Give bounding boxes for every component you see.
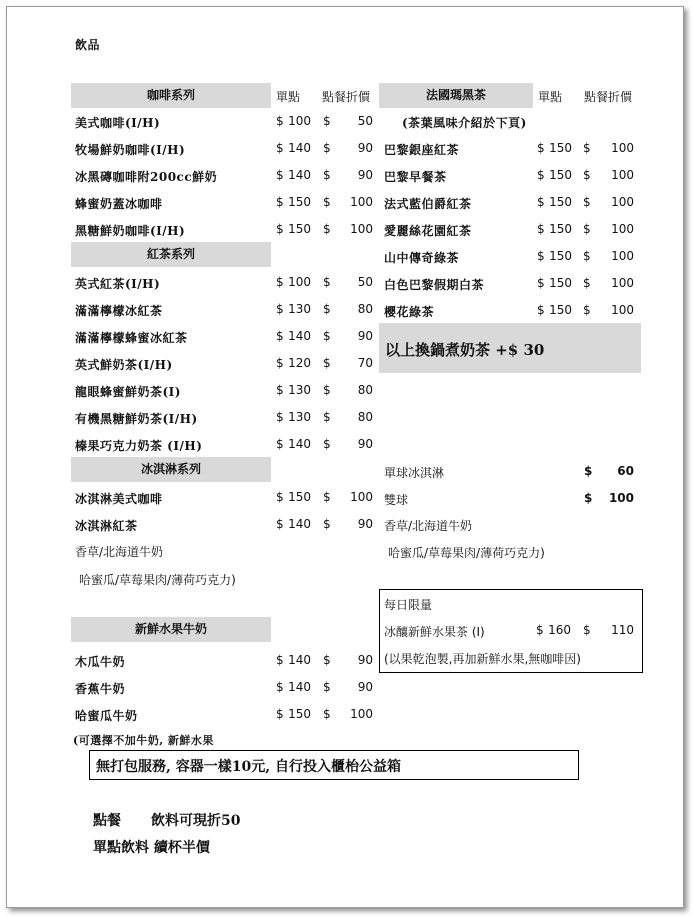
coffee-col-single-label: 單點 xyxy=(276,90,301,104)
single-price: 130 xyxy=(288,383,311,397)
menu-item-name: 巴黎早餐茶 xyxy=(384,170,447,184)
menu-item-name: 滿滿檸檬蜂蜜冰紅茶 xyxy=(75,331,188,345)
menu-item-name: 木瓜牛奶 xyxy=(75,655,126,669)
single-price: 150 xyxy=(549,195,572,209)
menu-item-name: 雙球 xyxy=(384,493,409,507)
currency-symbol: $ xyxy=(276,168,284,182)
currency-symbol: $ xyxy=(323,302,331,316)
currency-symbol: $ xyxy=(323,653,331,667)
meal-price: 80 xyxy=(357,383,373,397)
menu-item-name: 法式藍伯爵紅茶 xyxy=(384,197,472,211)
french-tea-col-single-label: 單點 xyxy=(538,90,563,104)
currency-symbol: $ xyxy=(276,356,284,370)
ice-cream-section-header: 冰淇淋系列 xyxy=(71,457,271,482)
single-price: 140 xyxy=(288,141,311,155)
currency-symbol: $ xyxy=(537,303,545,317)
meal-price: 90 xyxy=(357,168,373,182)
single-price: 120 xyxy=(288,356,311,370)
single-price: 140 xyxy=(288,168,311,182)
meal-price: 110 xyxy=(611,623,634,637)
currency-symbol: $ xyxy=(276,222,284,236)
service-notice-text: 無打包服務, 容器一樣10元, 自行投入櫃枱公益箱 xyxy=(96,759,401,775)
currency-symbol: $ xyxy=(323,410,331,424)
single-price: 150 xyxy=(288,707,311,721)
currency-symbol: $ xyxy=(323,383,331,397)
currency-symbol: $ xyxy=(537,168,545,182)
meal-price: 100 xyxy=(611,249,634,263)
french-tea-section-header: 法國瑪黑茶 xyxy=(379,83,533,108)
single-price: 140 xyxy=(288,653,311,667)
single-price: 150 xyxy=(549,249,572,263)
single-price: 150 xyxy=(549,222,572,236)
menu-page xyxy=(6,6,684,908)
currency-symbol: $ xyxy=(583,141,591,155)
meal-price: 80 xyxy=(357,302,373,316)
meal-price: 90 xyxy=(357,680,373,694)
currency-symbol: $ xyxy=(323,222,331,236)
meal-price: 90 xyxy=(357,517,373,531)
menu-item-name: 單球冰淇淋 xyxy=(384,466,445,480)
ice-cream-flavors-line2: 哈蜜瓜/草莓果肉/薄荷巧克力) xyxy=(79,573,236,587)
currency-symbol: $ xyxy=(583,623,591,637)
footer-refill-text: 單點飲料 續杯半價 xyxy=(93,840,210,856)
currency-symbol: $ xyxy=(323,329,331,343)
currency-symbol: $ xyxy=(276,653,284,667)
menu-item-name: 愛麗絲花園紅茶 xyxy=(384,224,472,238)
currency-symbol: $ xyxy=(537,276,545,290)
meal-price: 50 xyxy=(357,275,373,289)
menu-item-name: 巴黎銀座紅茶 xyxy=(384,143,460,157)
currency-symbol: $ xyxy=(323,356,331,370)
daily-limited-box xyxy=(379,589,643,673)
currency-symbol: $ xyxy=(584,491,593,505)
meal-price: 100 xyxy=(350,222,373,236)
upgrade-banner xyxy=(379,323,641,373)
single-price: 100 xyxy=(288,114,311,128)
menu-item-name: 山中傳奇綠茶 xyxy=(384,251,460,265)
currency-symbol: $ xyxy=(323,195,331,209)
currency-symbol: $ xyxy=(323,275,331,289)
meal-price: 100 xyxy=(611,222,634,236)
single-price: 100 xyxy=(288,275,311,289)
currency-symbol: $ xyxy=(583,249,591,263)
currency-symbol: $ xyxy=(276,195,284,209)
currency-symbol: $ xyxy=(583,303,591,317)
single-price: 140 xyxy=(288,437,311,451)
menu-item-name: 冰淇淋美式咖啡 xyxy=(75,492,163,506)
currency-symbol: $ xyxy=(323,680,331,694)
currency-symbol: $ xyxy=(583,222,591,236)
single-price: 130 xyxy=(288,302,311,316)
currency-symbol: $ xyxy=(537,195,545,209)
single-price: 150 xyxy=(288,222,311,236)
menu-item-name: 龍眼蜂蜜鮮奶茶(I) xyxy=(75,385,181,399)
menu-item-name: 白色巴黎假期白茶 xyxy=(384,278,485,292)
service-notice-box xyxy=(89,750,579,780)
currency-symbol: $ xyxy=(323,437,331,451)
menu-item-name: 美式咖啡(I/H) xyxy=(75,116,161,130)
currency-symbol: $ xyxy=(584,464,593,478)
price: 60 xyxy=(617,464,634,478)
currency-symbol: $ xyxy=(537,141,545,155)
currency-symbol: $ xyxy=(276,490,284,504)
currency-symbol: $ xyxy=(276,275,284,289)
scoops-flavors-line1: 香草/北海道牛奶 xyxy=(384,519,473,533)
menu-item-name: 櫻花綠茶 xyxy=(384,305,435,319)
currency-symbol: $ xyxy=(537,249,545,263)
currency-symbol: $ xyxy=(276,410,284,424)
fruit-milk-section-header: 新鮮水果牛奶 xyxy=(71,617,271,642)
meal-price: 90 xyxy=(357,437,373,451)
meal-price: 50 xyxy=(357,114,373,128)
meal-price: 100 xyxy=(611,276,634,290)
currency-symbol: $ xyxy=(583,276,591,290)
daily-limited-note: (以果乾泡製,再加新鮮水果,無咖啡因) xyxy=(384,652,581,666)
menu-item-name: 有機黑糖鮮奶茶(I/H) xyxy=(75,412,198,426)
meal-price: 100 xyxy=(350,490,373,504)
single-price: 160 xyxy=(548,623,571,637)
single-price: 150 xyxy=(549,303,572,317)
single-price: 150 xyxy=(549,168,572,182)
menu-item-name: 冰釀新鮮水果茶 (I) xyxy=(384,625,485,639)
menu-item-name: 蜂蜜奶蓋冰咖啡 xyxy=(75,197,163,211)
currency-symbol: $ xyxy=(323,517,331,531)
currency-symbol: $ xyxy=(276,680,284,694)
single-price: 140 xyxy=(288,517,311,531)
single-price: 150 xyxy=(549,276,572,290)
fruit-milk-note: (可選擇不加牛奶, 新鮮水果 xyxy=(73,734,214,747)
meal-price: 90 xyxy=(357,141,373,155)
meal-price: 100 xyxy=(611,168,634,182)
single-price: 140 xyxy=(288,329,311,343)
black-tea-section-header: 紅茶系列 xyxy=(71,242,271,267)
currency-symbol: $ xyxy=(276,383,284,397)
menu-item-name: 英式鮮奶茶(I/H) xyxy=(75,358,173,372)
menu-item-name: 榛果巧克力奶茶 (I/H) xyxy=(75,439,203,453)
menu-item-name: 哈蜜瓜牛奶 xyxy=(75,709,138,723)
currency-symbol: $ xyxy=(537,222,545,236)
currency-symbol: $ xyxy=(276,707,284,721)
single-price: 140 xyxy=(288,680,311,694)
currency-symbol: $ xyxy=(276,141,284,155)
scoops-flavors-line2: 哈蜜瓜/草莓果肉/薄荷巧克力) xyxy=(388,546,545,560)
menu-item-name: 滿滿檸檬冰紅茶 xyxy=(75,304,163,318)
currency-symbol: $ xyxy=(276,329,284,343)
currency-symbol: $ xyxy=(323,707,331,721)
coffee-col-meal-label: 點餐折價 xyxy=(322,90,371,104)
currency-symbol: $ xyxy=(276,302,284,316)
meal-price: 100 xyxy=(611,195,634,209)
meal-price: 100 xyxy=(611,303,634,317)
single-price: 150 xyxy=(549,141,572,155)
single-price: 150 xyxy=(288,490,311,504)
currency-symbol: $ xyxy=(323,168,331,182)
meal-price: 90 xyxy=(357,329,373,343)
currency-symbol: $ xyxy=(583,195,591,209)
meal-price: 100 xyxy=(611,141,634,155)
single-price: 150 xyxy=(288,195,311,209)
currency-symbol: $ xyxy=(323,490,331,504)
page-title: 飲品 xyxy=(75,38,101,52)
currency-symbol: $ xyxy=(276,517,284,531)
menu-item-name: 英式紅茶(I/H) xyxy=(75,277,161,291)
french-tea-col-meal-label: 點餐折價 xyxy=(584,90,633,104)
meal-price: 70 xyxy=(357,356,373,370)
menu-item-name: 香蕉牛奶 xyxy=(75,682,126,696)
currency-symbol: $ xyxy=(276,114,284,128)
meal-price: 100 xyxy=(350,195,373,209)
upgrade-banner-text: 以上換鍋煮奶茶 +$ 30 xyxy=(385,341,545,359)
meal-price: 90 xyxy=(357,653,373,667)
currency-symbol: $ xyxy=(323,141,331,155)
french-tea-subtitle: (茶葉風味介紹於下頁) xyxy=(402,116,527,130)
meal-price: 80 xyxy=(357,410,373,424)
daily-limited-title: 每日限量 xyxy=(384,598,433,612)
menu-item-name: 牧場鮮奶咖啡(I/H) xyxy=(75,143,186,157)
currency-symbol: $ xyxy=(323,114,331,128)
currency-symbol: $ xyxy=(583,168,591,182)
price: 100 xyxy=(608,491,634,505)
coffee-section-header: 咖啡系列 xyxy=(71,83,271,108)
meal-price: 100 xyxy=(350,707,373,721)
single-price: 130 xyxy=(288,410,311,424)
menu-item-name: 黑糖鮮奶咖啡(I/H) xyxy=(75,224,186,238)
menu-item-name: 冰淇淋紅茶 xyxy=(75,519,138,533)
ice-cream-flavors-line1: 香草/北海道牛奶 xyxy=(75,545,164,559)
menu-item-name: 冰黑磚咖啡附200cc鮮奶 xyxy=(75,170,218,184)
footer-discount-text: 飲料可現折50 xyxy=(151,813,241,829)
currency-symbol: $ xyxy=(276,437,284,451)
footer-order-label: 點餐 xyxy=(93,813,121,829)
currency-symbol: $ xyxy=(536,623,544,637)
